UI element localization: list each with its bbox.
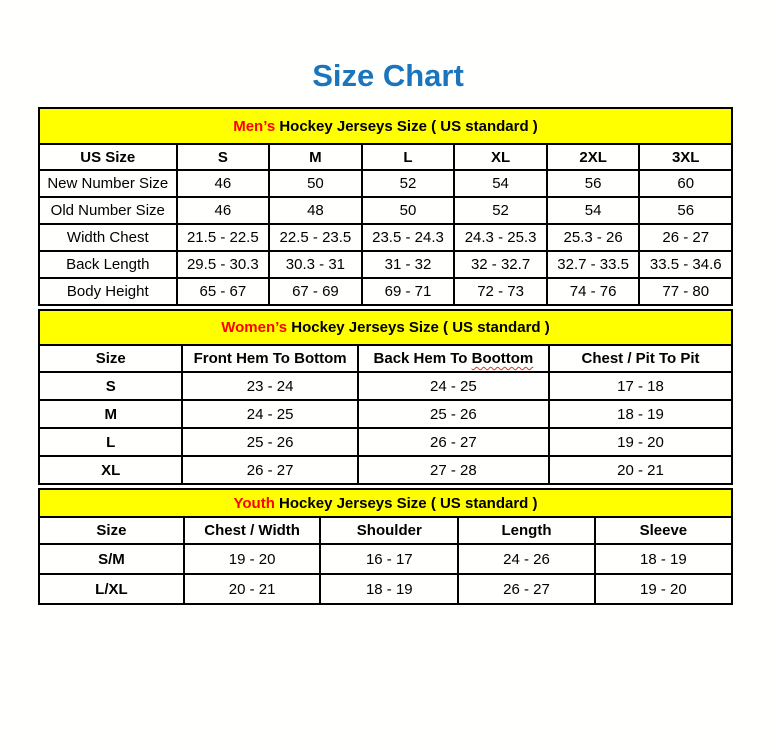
womens-row-label: M <box>39 400 182 428</box>
size-value-cell: 20 - 21 <box>184 574 321 604</box>
youth-row-label: S/M <box>39 544 184 574</box>
size-value-cell: 25.3 - 26 <box>547 224 640 251</box>
mens-size-table <box>38 107 733 306</box>
youth-header-row <box>39 517 732 544</box>
table-row <box>39 170 732 197</box>
size-value-cell: 21.5 - 22.5 <box>177 224 270 251</box>
womens-section-title-rest: Hockey Jerseys Size ( US standard ) <box>287 319 550 336</box>
size-value-cell: 54 <box>547 197 640 224</box>
size-value-cell: 33.5 - 34.6 <box>639 251 732 278</box>
size-value-cell: 60 <box>639 170 732 197</box>
table-row <box>39 224 732 251</box>
misspelled-word: Boottom <box>471 350 534 367</box>
size-value-cell: 18 - 19 <box>549 400 732 428</box>
size-value-cell: 23.5 - 24.3 <box>362 224 455 251</box>
table-row <box>39 278 732 305</box>
mens-col-header-0: US Size <box>39 144 177 170</box>
size-value-cell: 48 <box>269 197 362 224</box>
womens-row-label: XL <box>39 456 182 484</box>
size-value-cell: 30.3 - 31 <box>269 251 362 278</box>
youth-row-label: L/XL <box>39 574 184 604</box>
size-value-cell: 72 - 73 <box>454 278 547 305</box>
size-value-cell: 19 - 20 <box>595 574 732 604</box>
youth-section-title-rest: Hockey Jerseys Size ( US standard ) <box>274 494 538 512</box>
womens-col-header-2 <box>358 345 549 372</box>
womens-col-header-1: Front Hem To Bottom <box>182 345 357 372</box>
size-value-cell: 19 - 20 <box>549 428 732 456</box>
table-row <box>39 428 732 456</box>
size-value-cell: 32.7 - 33.5 <box>547 251 640 278</box>
mens-col-header-5: 2XL <box>547 144 640 170</box>
mens-col-header-3: L <box>362 144 455 170</box>
header-text: Back Hem To <box>373 350 472 367</box>
size-value-cell: 31 - 32 <box>362 251 455 278</box>
mens-row-label: Body Height <box>39 278 177 305</box>
mens-header-row <box>39 144 732 170</box>
youth-band-row <box>39 489 732 517</box>
size-value-cell: 16 - 17 <box>320 544 458 574</box>
youth-col-header-2: Shoulder <box>320 517 458 544</box>
mens-col-header-1: S <box>177 144 270 170</box>
table-row <box>39 251 732 278</box>
womens-size-table <box>38 309 733 485</box>
size-value-cell: 56 <box>547 170 640 197</box>
size-value-cell: 19 - 20 <box>184 544 321 574</box>
mens-col-header-2: M <box>269 144 362 170</box>
womens-col-header-3: Chest / Pit To Pit <box>549 345 732 372</box>
mens-section-title-highlight: Men’s <box>233 117 276 135</box>
mens-section-title <box>39 108 732 144</box>
womens-band-row <box>39 310 732 345</box>
table-row <box>39 372 732 400</box>
womens-header-row <box>39 345 732 372</box>
youth-col-header-3: Length <box>458 517 595 544</box>
size-value-cell: 26 - 27 <box>182 456 357 484</box>
womens-section-title <box>39 310 732 345</box>
size-value-cell: 74 - 76 <box>547 278 640 305</box>
size-value-cell: 24 - 25 <box>358 372 549 400</box>
size-value-cell: 24.3 - 25.3 <box>454 224 547 251</box>
womens-row-label: S <box>39 372 182 400</box>
size-value-cell: 67 - 69 <box>269 278 362 305</box>
womens-col-header-0: Size <box>39 345 182 372</box>
mens-row-label: New Number Size <box>39 170 177 197</box>
size-value-cell: 65 - 67 <box>177 278 270 305</box>
size-value-cell: 52 <box>454 197 547 224</box>
size-value-cell: 18 - 19 <box>320 574 458 604</box>
size-value-cell: 69 - 71 <box>362 278 455 305</box>
mens-row-label: Back Length <box>39 251 177 278</box>
size-value-cell: 50 <box>269 170 362 197</box>
table-row <box>39 197 732 224</box>
mens-row-label: Width Chest <box>39 224 177 251</box>
youth-section-title <box>39 489 732 517</box>
size-value-cell: 56 <box>639 197 732 224</box>
size-value-cell: 26 - 27 <box>358 428 549 456</box>
size-value-cell: 52 <box>362 170 455 197</box>
womens-row-label: L <box>39 428 182 456</box>
size-value-cell: 77 - 80 <box>639 278 732 305</box>
youth-size-table <box>38 488 733 605</box>
table-row <box>39 456 732 484</box>
size-value-cell: 32 - 32.7 <box>454 251 547 278</box>
mens-col-header-4: XL <box>454 144 547 170</box>
size-value-cell: 18 - 19 <box>595 544 732 574</box>
size-value-cell: 20 - 21 <box>549 456 732 484</box>
size-value-cell: 27 - 28 <box>358 456 549 484</box>
youth-section-title-highlight: Youth <box>233 494 275 512</box>
size-value-cell: 50 <box>362 197 455 224</box>
size-value-cell: 54 <box>454 170 547 197</box>
size-value-cell: 26 - 27 <box>639 224 732 251</box>
youth-col-header-4: Sleeve <box>595 517 732 544</box>
size-value-cell: 24 - 26 <box>458 544 595 574</box>
size-value-cell: 25 - 26 <box>358 400 549 428</box>
table-row <box>39 574 732 604</box>
mens-band-row <box>39 108 732 144</box>
size-value-cell: 23 - 24 <box>182 372 357 400</box>
size-value-cell: 24 - 25 <box>182 400 357 428</box>
youth-col-header-0: Size <box>39 517 184 544</box>
mens-col-header-6: 3XL <box>639 144 732 170</box>
table-row <box>39 544 732 574</box>
size-value-cell: 46 <box>177 197 270 224</box>
size-value-cell: 25 - 26 <box>182 428 357 456</box>
size-value-cell: 22.5 - 23.5 <box>269 224 362 251</box>
youth-col-header-1: Chest / Width <box>184 517 321 544</box>
womens-section-title-highlight: Women’s <box>221 319 288 336</box>
table-row <box>39 400 732 428</box>
mens-row-label: Old Number Size <box>39 197 177 224</box>
size-tables-container <box>38 107 733 605</box>
page-title: Size Chart <box>312 58 464 93</box>
size-value-cell: 26 - 27 <box>458 574 595 604</box>
mens-section-title-rest: Hockey Jerseys Size ( US standard ) <box>275 117 538 135</box>
size-value-cell: 29.5 - 30.3 <box>177 251 270 278</box>
size-value-cell: 46 <box>177 170 270 197</box>
size-value-cell: 17 - 18 <box>549 372 732 400</box>
